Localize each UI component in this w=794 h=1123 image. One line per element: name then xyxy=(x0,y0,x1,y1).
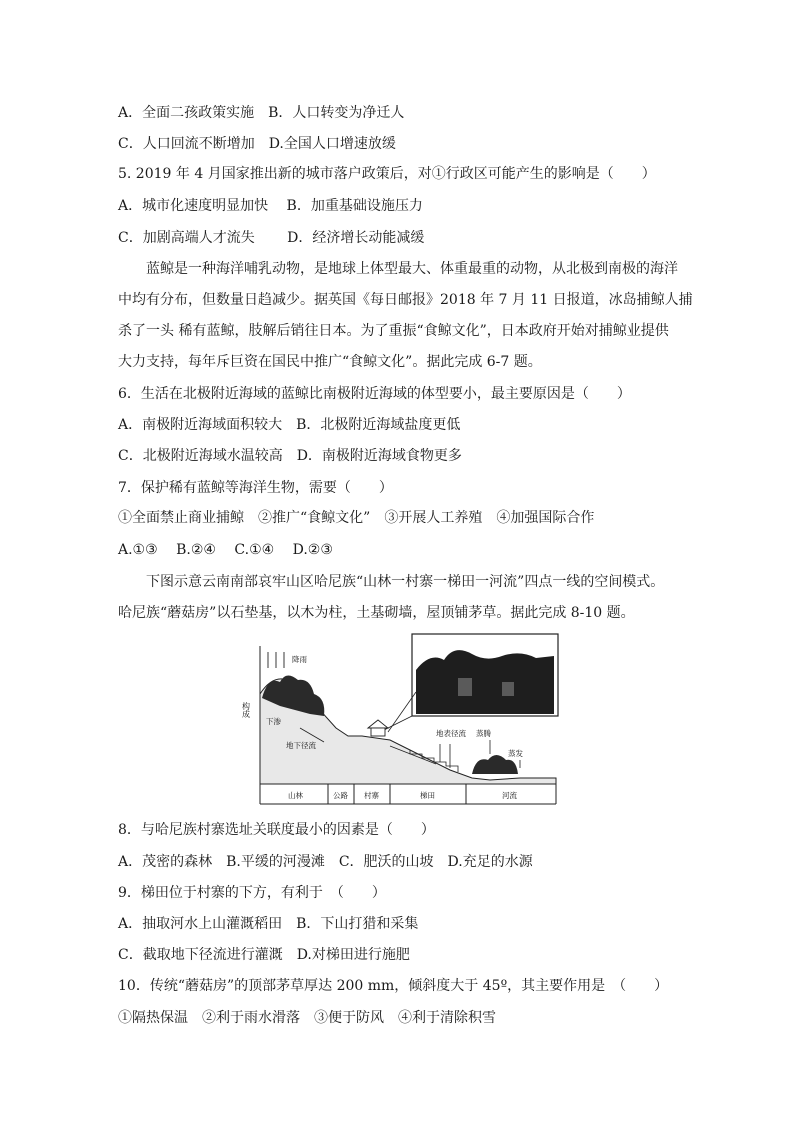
q8-stem: 8．与哈尼族村寨选址关联度最小的因素是（ ） xyxy=(118,822,435,838)
q6-options-ab: A．南极附近海域面积较大 B．北极附近海域盐度更低 xyxy=(118,417,461,433)
evaporation-label: 蒸发 xyxy=(508,749,523,758)
passage1-line: 杀了一头 稀有蓝鲸，肢解后销往日本。为了重振“食鲸文化”，日本政府开始对捕鲸业提供 xyxy=(118,323,669,339)
hani-landscape-figure xyxy=(240,632,560,810)
zone-label-terraces: 梯田 xyxy=(420,791,435,800)
zone-label-village: 村寨 xyxy=(364,791,379,800)
rain-label: 降雨 xyxy=(292,655,307,664)
q6-options-cd: C．北极附近海域水温较高 D．南极附近海域食物更多 xyxy=(118,448,462,464)
q4-options-ab: A．全面二孩政策实施 B．人口转变为净迁人 xyxy=(118,105,405,121)
q7-items: ①全面禁止商业捕鲸 ②推广“食鲸文化” ③开展人工养殖 ④加强国际合作 xyxy=(118,510,595,526)
q5-options-ab: A．城市化速度明显加快 B．加重基础设施压力 xyxy=(118,198,423,214)
village-house xyxy=(371,728,385,736)
passage2-line: 下图示意云南南部哀牢山区哈尼族“山林一村寨一梯田一河流”四点一线的空间模式。 xyxy=(146,574,665,590)
passage1-line: 蓝鲸是一种海洋哺乳动物，是地球上体型最大、体重最重的动物，从北极到南极的海洋 xyxy=(146,261,678,277)
q7-stem: 7．保护稀有蓝鲸等海洋生物，需要（ ） xyxy=(118,480,393,496)
q9-options-ab: A．抽取河水上山灌溉稻田 B．下山打猎和采集 xyxy=(118,916,419,932)
q6-stem: 6．生活在北极附近海域的蓝鲸比南极附近海域的体型要小，最主要原因是（ ） xyxy=(118,386,631,402)
q10-items: ①隔热保温 ②利于雨水滑落 ③便于防风 ④利于清除积雪 xyxy=(118,1010,496,1026)
downflow-label: 下渗 xyxy=(266,717,281,726)
q5-stem: 5. 2019 年 4 月国家推出新的城市落户政策后，对①行政区可能产生的影响是（ ） xyxy=(118,166,656,182)
q9-options-cd: C．截取地下径流进行灌溉 D.对梯田进行施肥 xyxy=(118,947,410,963)
q8-options: A．茂密的森林 B.平缓的河漫滩 C．肥沃的山坡 D.充足的水源 xyxy=(118,854,533,870)
q9-stem: 9．梯田位于村寨的下方，有利于 （ ） xyxy=(118,885,386,901)
q4-options-cd: C．人口回流不断增加 D.全国人口增速放缓 xyxy=(118,136,396,152)
passage2-line: 哈尼族“蘑菇房”以石垫基，以木为柱，土基砌墙，屋顶铺茅草。据此完成 8-10 题。 xyxy=(118,605,635,621)
passage1-line: 中均有分布，但数量日趋减少。据英国《每日邮报》2018 年 7 月 11 日报道，冰岛捕鲸人捕 xyxy=(118,292,693,308)
transpiration-label: 蒸腾 xyxy=(476,729,491,738)
q5-options-cd: C．加剧高端人才流失 D．经济增长动能减缓 xyxy=(118,230,425,246)
y-axis-label: 构成 xyxy=(241,702,251,718)
inset-photo-detail xyxy=(458,678,472,696)
surface-runoff-label: 地表径流 xyxy=(436,729,466,738)
underground-runoff-label: 地下径流 xyxy=(286,741,316,750)
zone-label-road: 公路 xyxy=(333,791,348,800)
rain-arrows xyxy=(268,652,284,668)
passage1-line: 大力支持，每年斥巨资在国民中推广“食鲸文化”。据此完成 6-7 题。 xyxy=(118,354,542,370)
zone-label-river: 河流 xyxy=(502,791,517,800)
inset-photo-detail xyxy=(502,682,514,696)
inset-photo-mushroom-houses xyxy=(416,650,554,714)
q7-options: A.①③ B.②④ C.①④ D.②③ xyxy=(118,542,333,558)
village-house-roof xyxy=(368,720,388,728)
zone-label-forest: 山林 xyxy=(288,791,303,800)
q10-stem: 10．传统“蘑菇房”的顶部茅草厚达 200 mm，倾斜度大于 45º，其主要作用是 （ ） xyxy=(118,978,669,994)
landscape-diagram xyxy=(240,632,560,810)
